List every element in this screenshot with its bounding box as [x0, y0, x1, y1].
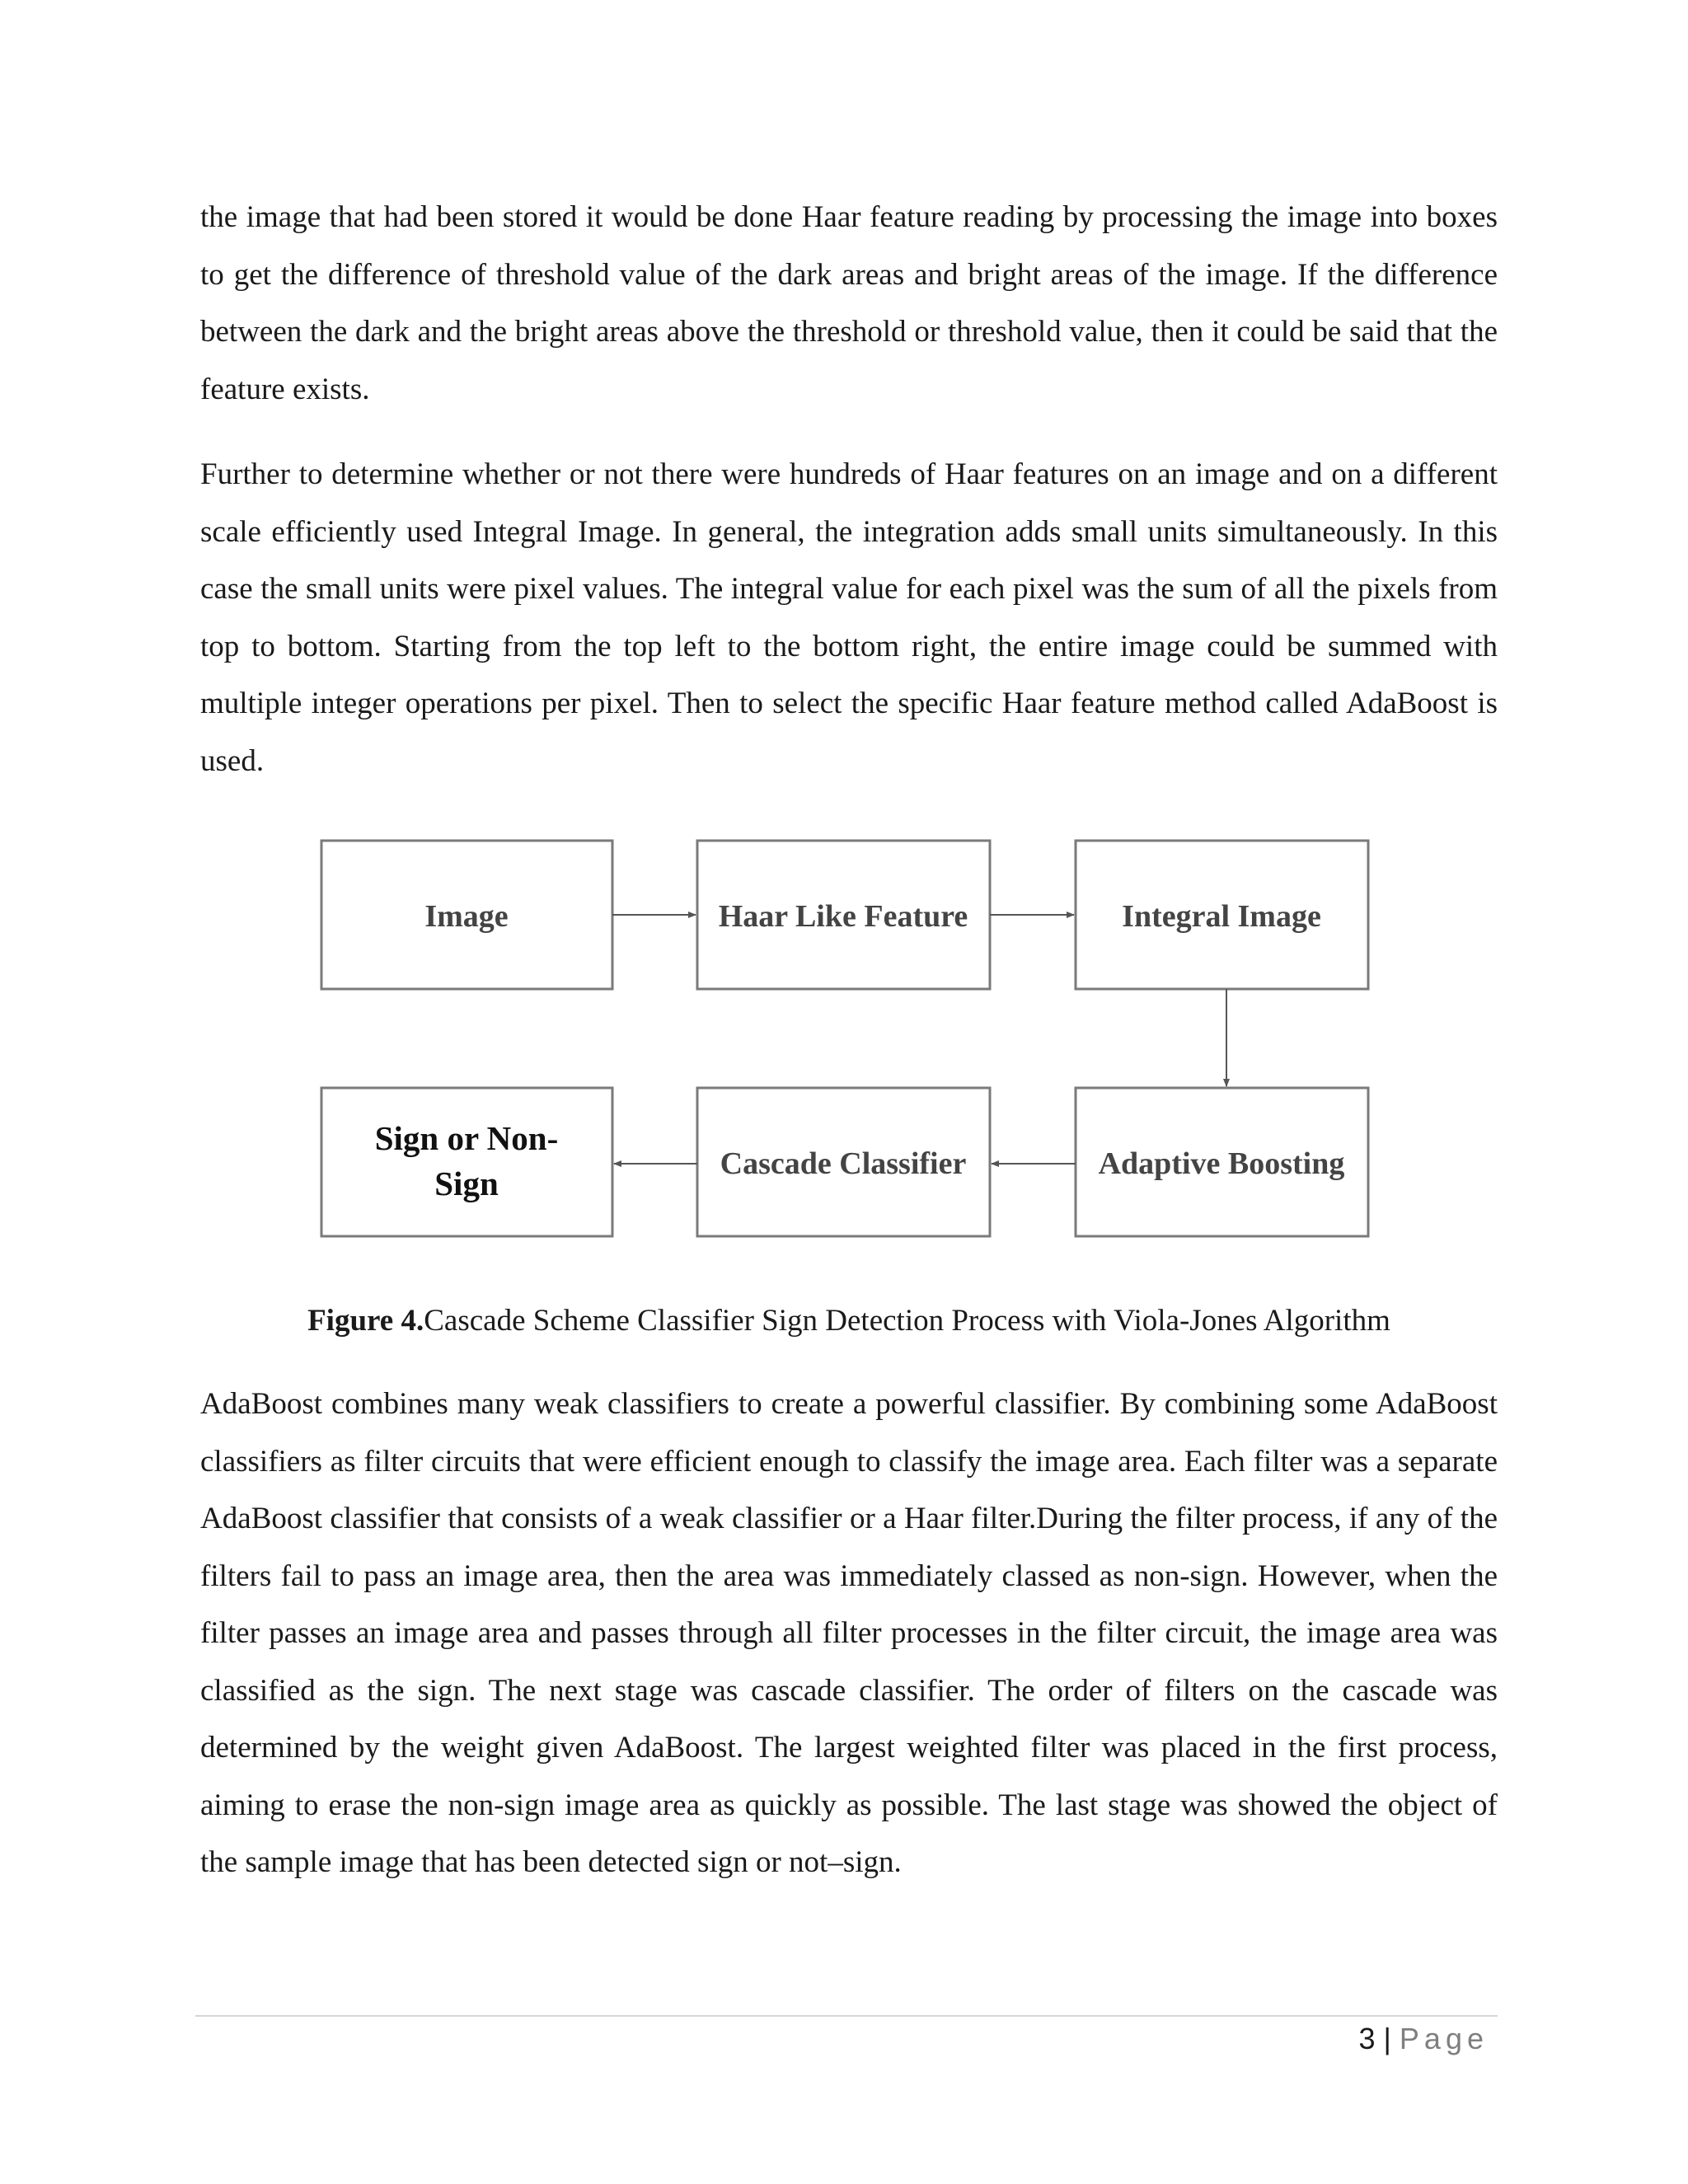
figure-label: Figure 4.: [307, 1304, 424, 1338]
body-paragraph-1: the image that had been stored it would be done Haar feature reading by processing the image into boxes to get the difference of threshold value of the dark areas and bright areas of the image. If the difference between the dark and the bright areas above the threshold or threshold value, then it could be said that the feature exists.: [200, 200, 1498, 406]
box-sign-label-line1: Sign or Non-: [374, 1119, 559, 1157]
box-integral-label: Integral Image: [1122, 899, 1321, 934]
flowchart-diagram: [313, 832, 1385, 1244]
box-haar-label: Haar Like Feature: [718, 899, 968, 934]
box-adaptive-label: Adaptive Boosting: [1098, 1146, 1345, 1181]
box-sign-label-line2: Sign: [434, 1165, 499, 1202]
figure-caption-text: Cascade Scheme Classifier Sign Detection Process with Viola-Jones Algorithm: [424, 1304, 1390, 1338]
body-paragraph-3: AdaBoost combines many weak classifiers to create a powerful classifier. By combining some AdaBoost classifiers as filter circuits that were efficient enough to classify the image area. Each filter was a separate AdaBoost classifier that consists of a weak classifier or a Haar filter.During the filter process, if any of the filters fail to pass an image area, then the area was immediately classed as non-sign. However, when the filter passes an image area and passes through all filter processes in the filter circuit, the image area was classified as the sign. The next stage was cascade classifier. The order of filters on the cascade was determined by the weight given AdaBoost. The largest weighted filter was placed in the first process, aiming to erase the non-sign image area as quickly as possible. The last stage was showed the object of the sample image that has been detected sign or not–sign.: [200, 1387, 1498, 1879]
box-sign-or-non-sign: [321, 1088, 612, 1236]
page-separator: |: [1383, 2022, 1391, 2055]
footer-divider: [195, 2015, 1498, 2017]
body-paragraph-2: Further to determine whether or not there were hundreds of Haar features on an image and on a different scale efficiently used Integral Image. In general, the integration adds small units simultaneously. In this case the small units were pixel values. The integral value for each pixel was the sum of all the pixels from top to bottom. Starting from the top left to the bottom right, the entire image could be summed with multiple integer operations per pixel. Then to select the specific Haar feature method called AdaBoost is used.: [200, 457, 1498, 778]
box-image-label: Image: [424, 899, 509, 934]
page-footer: [1359, 2014, 1489, 2064]
page-number: 3: [1358, 2022, 1376, 2055]
box-cascade-label: Cascade Classifier: [720, 1146, 967, 1181]
figure-caption: [200, 1292, 1498, 1350]
page-word: Page: [1399, 2022, 1489, 2055]
